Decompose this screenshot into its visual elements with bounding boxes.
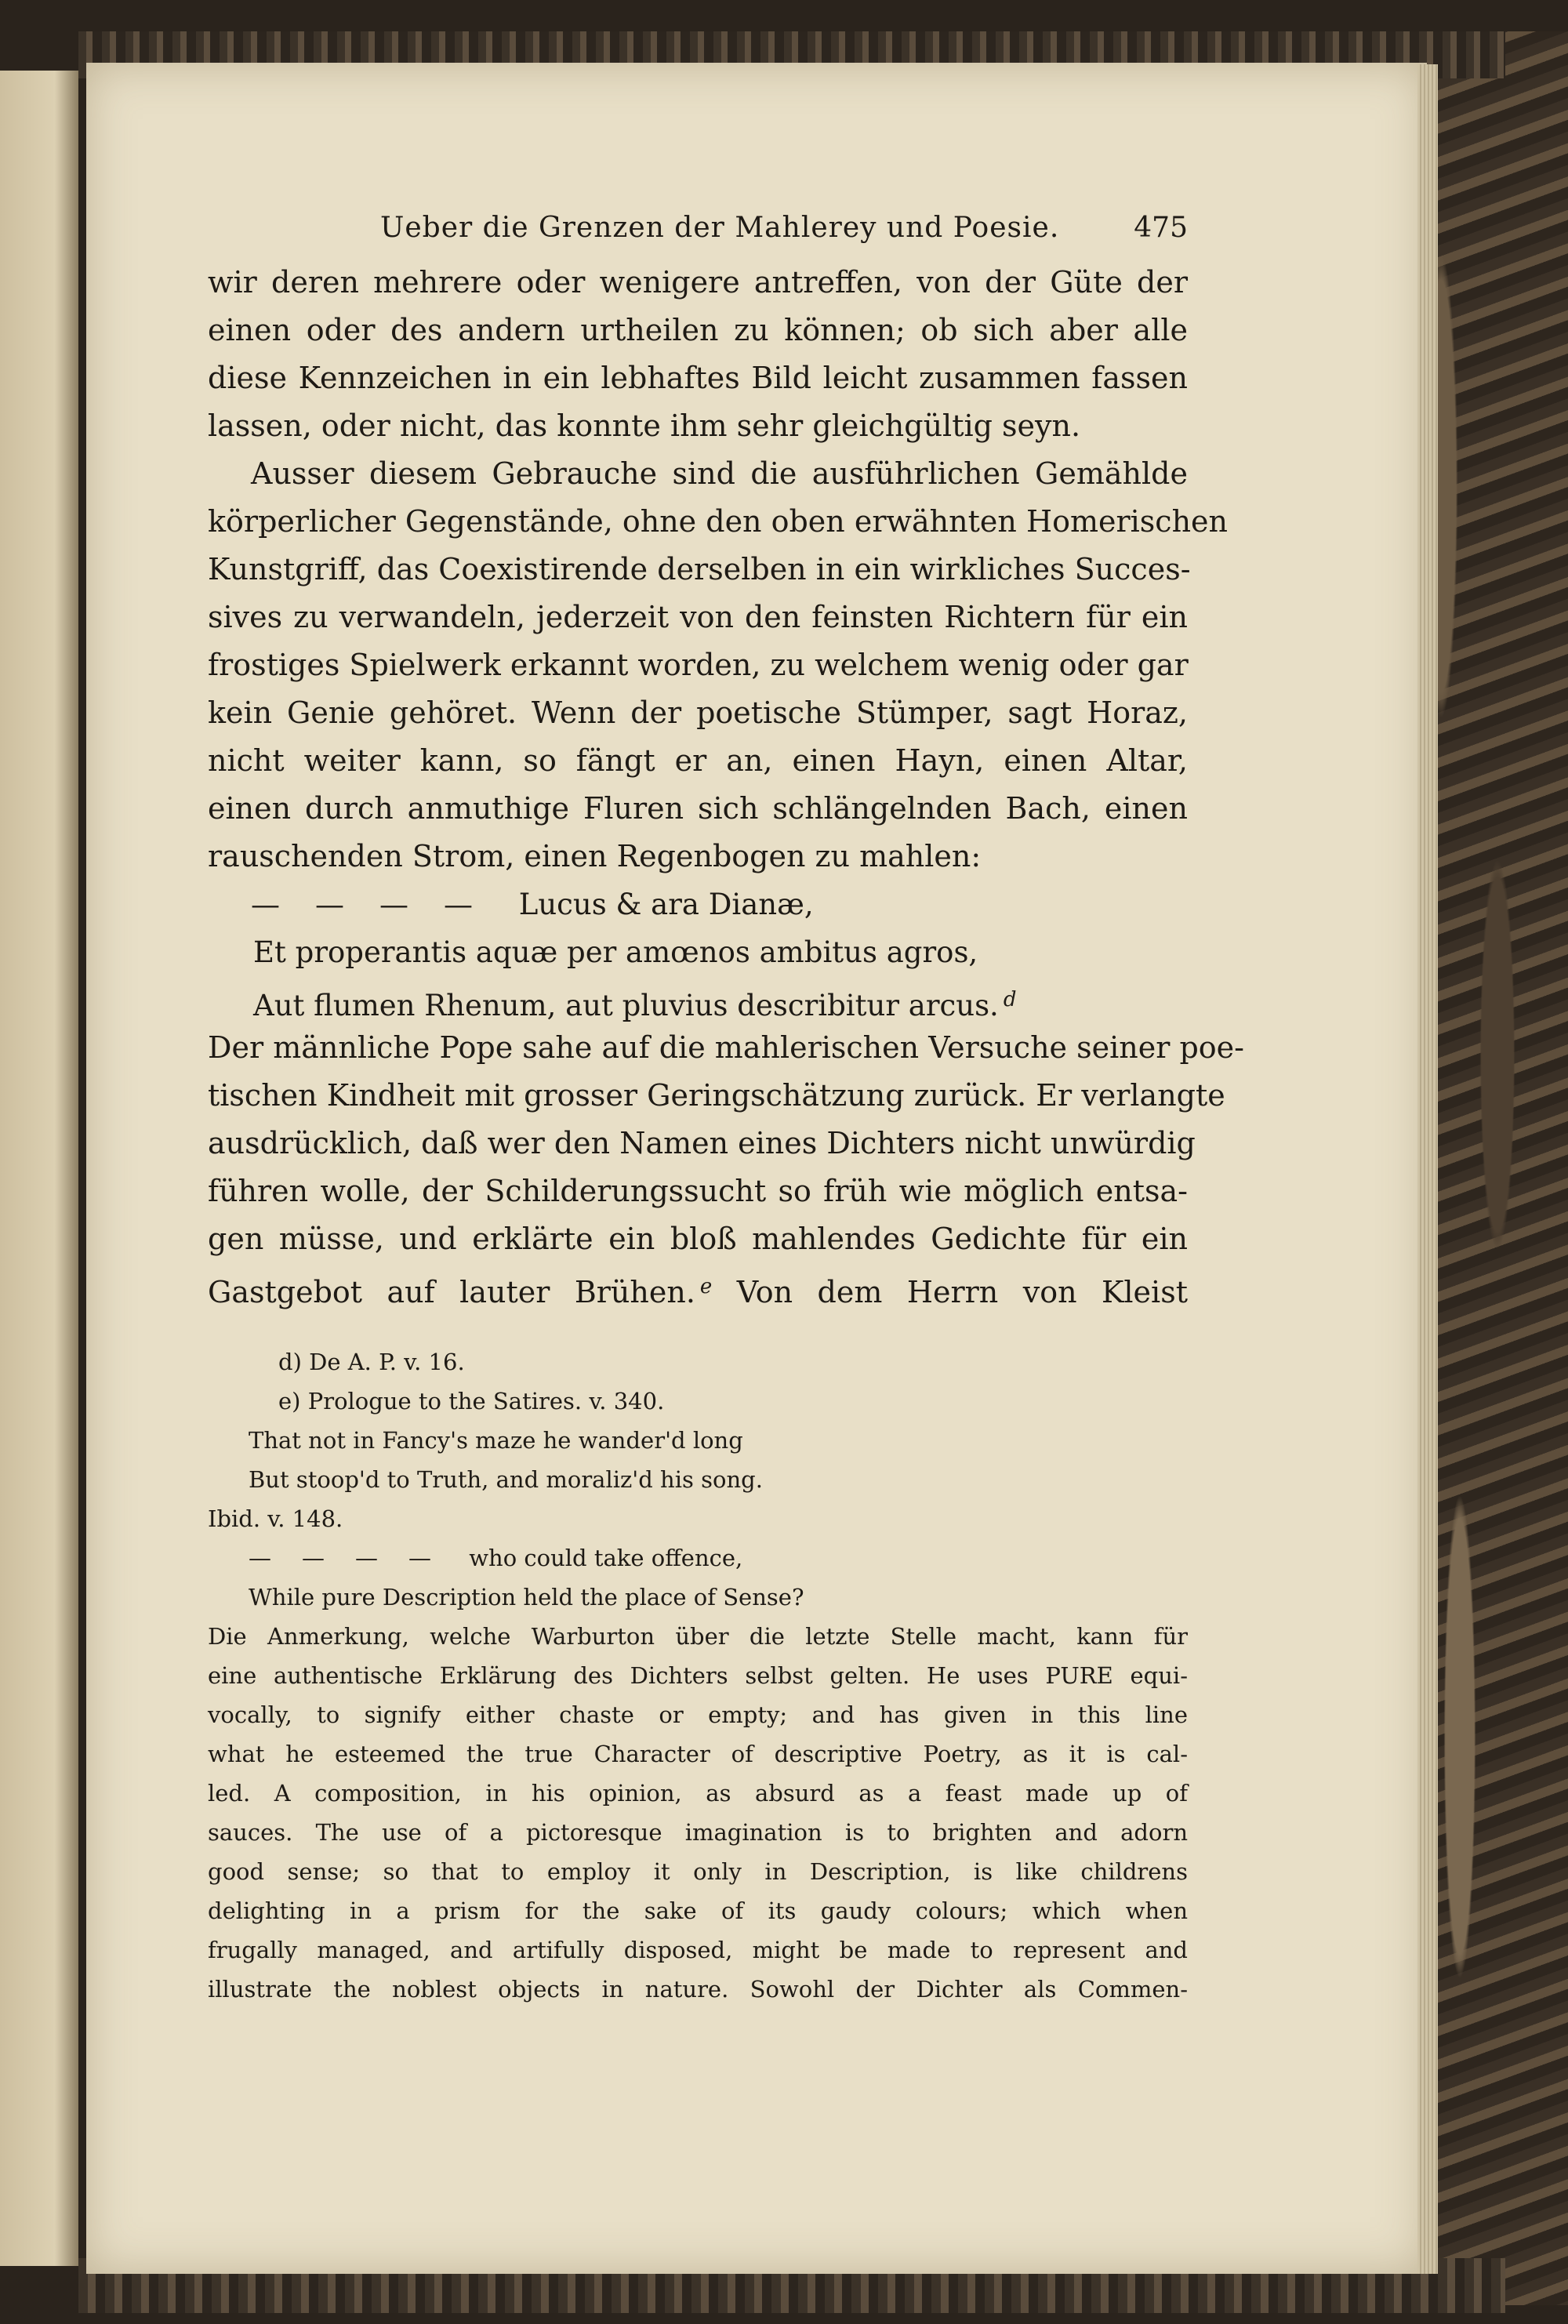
commentary-line: good sense; so that to employ it only in Description, is like childrens <box>208 1858 1188 1885</box>
page-stack-edge <box>1417 64 1438 2274</box>
running-head <box>208 212 1188 259</box>
latin-verse <box>208 881 1188 1024</box>
dash: — <box>408 1545 431 1571</box>
verse-text: Lucus & ara Dianæ, <box>518 888 814 921</box>
facing-page-edge <box>0 71 78 2266</box>
quote-line: While pure Description held the place of Sense? <box>249 1584 804 1610</box>
text-line <box>208 1263 1188 1311</box>
page-number: 475 <box>1134 212 1188 244</box>
text-line: kein Genie gehöret. Wenn der poetische Stümper, sagt Horaz, <box>208 695 1188 730</box>
verse-text: Aut flumen Rhenum, aut pluvius describitur arcus. <box>253 989 999 1022</box>
verse-line: Et properantis aquæ per amœnos ambitus agros, <box>253 935 978 969</box>
footnote-d: d) De A. P. v. 16. <box>278 1349 465 1375</box>
text-line: tischen Kindheit mit grosser Geringschätzung zurück. Er verlangte <box>208 1078 1225 1113</box>
paragraph-2 <box>208 450 1229 881</box>
dash: — <box>302 1545 325 1571</box>
footnote-e: e) Prologue to the Satires. v. 340. <box>278 1388 665 1414</box>
page-text <box>208 212 1244 2009</box>
commentary-line: Die Anmerkung, welche Warburton über die letzte Stelle macht, kann für <box>208 1623 1188 1650</box>
commentary-line: led. A composition, in his opinion, as absurd as a feast made up of <box>208 1780 1188 1807</box>
text-fragment: Von dem Herrn von Kleist <box>736 1275 1188 1309</box>
text-line: Der männliche Pope sahe auf die mahlerischen Versuche seiner poe- <box>208 1030 1244 1065</box>
text-line: wir deren mehrere oder wenigere antreffen, von der Güte der <box>208 265 1188 300</box>
paragraph-1 <box>208 259 1188 450</box>
text-line: ausdrücklich, daß wer den Namen eines Dichters nicht unwürdig <box>208 1126 1196 1160</box>
text-line: einen oder des andern urtheilen zu können; ob sich aber alle <box>208 313 1188 347</box>
running-head-title: Ueber die Grenzen der Mahlerey und Poesie. <box>380 212 1060 244</box>
dash: — <box>379 888 408 921</box>
dash: — <box>251 888 280 921</box>
text-line: sives zu verwandeln, jederzeit von den feinsten Richtern für ein <box>208 600 1188 634</box>
quote-line <box>208 1538 1188 1578</box>
dash: — <box>249 1545 271 1571</box>
footnote-mark: e <box>699 1275 713 1298</box>
text-line: nicht weiter kann, so fängt er an, einen Hayn, einen Altar, <box>208 743 1188 778</box>
quote-line: But stoop'd to Truth, and moraliz'd his song. <box>249 1466 763 1493</box>
dash: — <box>444 888 473 921</box>
dash: — <box>315 888 344 921</box>
text-line: körperlicher Gegenstände, ohne den oben erwähnten Homerischen <box>208 504 1229 539</box>
commentary-line: vocally, to signify either chaste or empty; and has given in this line <box>208 1701 1188 1728</box>
footnotes <box>208 1342 1188 2009</box>
text-fragment: Gastgebot auf lauter Brühen. <box>208 1275 695 1309</box>
text-line: gen müsse, und erklärte ein bloß mahlendes Gedichte für ein <box>208 1222 1188 1256</box>
text-line: lassen, oder nicht, das konnte ihm sehr gleichgültig seyn. <box>208 409 1081 443</box>
text-line: rauschenden Strom, einen Regenbogen zu mahlen: <box>208 839 982 873</box>
ibid-reference: Ibid. v. 148. <box>208 1505 343 1532</box>
text-line: diese Kennzeichen in ein lebhaftes Bild leicht zusammen fassen <box>208 361 1188 395</box>
commentary-line: illustrate the noblest objects in nature. Sowohl der Dichter als Commen- <box>208 1976 1188 2003</box>
paragraph-3 <box>208 1024 1244 1311</box>
verse-dashes <box>251 881 510 928</box>
text-line: einen durch anmuthige Fluren sich schlängelnden Bach, einen <box>208 791 1188 826</box>
quote-line: That not in Fancy's maze he wander'd long <box>249 1427 743 1454</box>
verse-line <box>208 976 1188 1024</box>
verse-line <box>208 881 1188 928</box>
text-line: Kunstgriff, das Coexistirende derselben in ein wirkliches Succes- <box>208 552 1191 586</box>
quote-text: who could take offence, <box>469 1545 743 1571</box>
commentary-line: sauces. The use of a pictoresque imagination is to brighten and adorn <box>208 1819 1188 1846</box>
text-line: frostiges Spielwerk erkannt worden, zu welchem wenig oder gar <box>208 648 1189 682</box>
footnote-mark: d <box>1003 988 1017 1011</box>
commentary-line: eine authentische Erklärung des Dichters selbst gelten. He uses PURE equi- <box>208 1662 1188 1689</box>
dash: — <box>355 1545 378 1571</box>
text-line: Ausser diesem Gebrauche sind die ausführlichen Gemählde <box>251 456 1188 491</box>
commentary-line: frugally managed, and artifully disposed, might be made to represent and <box>208 1937 1188 1963</box>
commentary-line: what he esteemed the true Character of descriptive Poetry, as it is cal- <box>208 1741 1188 1767</box>
text-line: führen wolle, der Schilderungssucht so früh wie möglich entsa- <box>208 1174 1188 1208</box>
commentary-line: delighting in a prism for the sake of its gaudy colours; which when <box>208 1897 1188 1924</box>
